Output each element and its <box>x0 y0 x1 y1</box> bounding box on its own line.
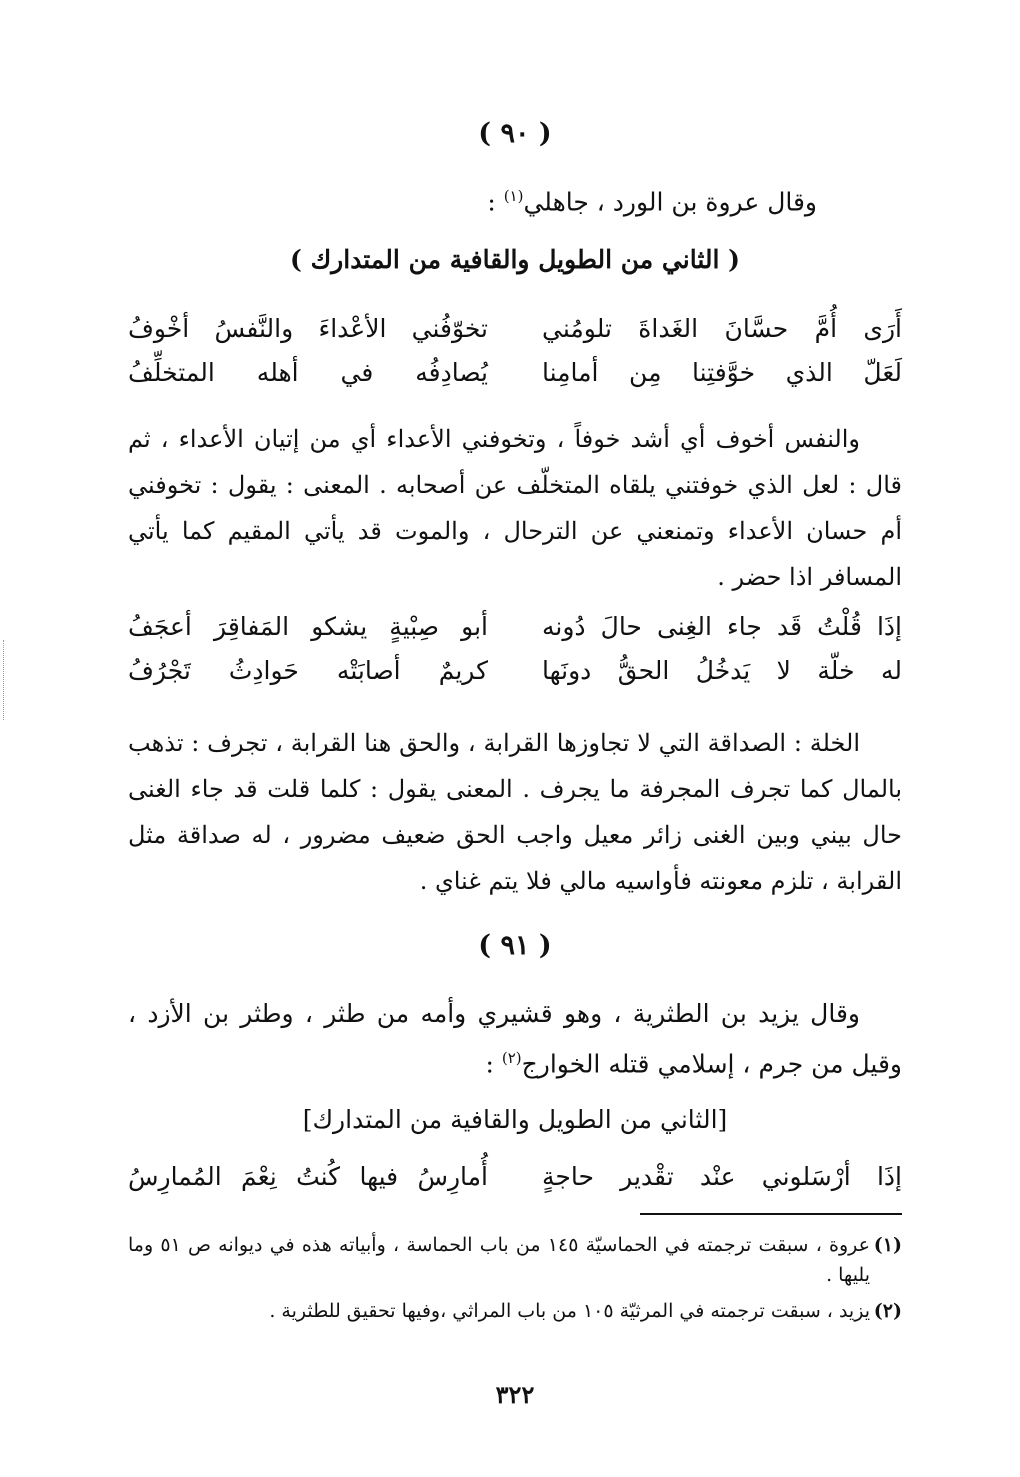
footnote-ref-2[interactable]: (٢) <box>501 1049 522 1067</box>
poem-90-commentary-1 <box>128 416 902 600</box>
verse-hemistich-second: أُمارِسُ فيها كُنتُ نِعْمَ المُمارِسُ <box>128 1162 488 1191</box>
book-page <box>128 0 902 1477</box>
footnote-2 <box>128 1296 902 1326</box>
poem-90-commentary-2 <box>128 720 902 904</box>
footnote-text: عروة ، سبقت ترجمته في الحماسيّة ١٤٥ من باب الحماسة ، وأبياته هذه في ديوانه ص ٥١ وما يليها . <box>128 1234 870 1286</box>
poem-91-intro <box>128 992 902 1086</box>
poem-number-90: ( ٩٠ ) <box>478 118 552 149</box>
verse-hemistich-first: له خلّة لا يَدخُلُ الحقُّ دونَها <box>542 656 902 685</box>
footnote-number: (٢) <box>873 1300 902 1322</box>
verse-line <box>128 656 902 696</box>
verse-line <box>128 358 902 398</box>
margin-mark <box>3 640 4 720</box>
poem-90-intro <box>128 176 902 222</box>
poem-number-91: ( ٩١ ) <box>478 930 552 961</box>
verse-hemistich-second: يُصادِفُه في أهله المتخلِّفُ <box>128 358 488 387</box>
verse-line <box>128 612 902 652</box>
poem-90-meter: ( الثاني من الطويل والقافية من المتدارك ) <box>290 245 740 274</box>
verse-hemistich-first: أَرَى أُمَّ حسَّانَ الغَداةَ تلومُني <box>542 314 902 343</box>
verse-hemistich-second: أبو صِبْيةٍ يشكو المَفاقِرَ أعجَفُ <box>128 612 488 641</box>
poem-91-intro-text: وقال يزيد بن الطثرية ، وهو قشيري وأمه من طثر ، وطثر بن الأزد ، وقيل من جرم ، إسلامي قتله الخوارج <box>128 999 902 1079</box>
footnote-divider <box>640 1213 902 1215</box>
footnotes <box>128 1230 902 1332</box>
poem-91-intro-colon: : <box>485 1049 502 1079</box>
verse-hemistich-second: كريمٌ أصابَتْه حَوادِثُ تَجْرُفُ <box>128 656 488 685</box>
page-number: ٣٢٢ <box>495 1380 535 1409</box>
commentary-paragraph: والنفس أخوف أي أشد خوفاً ، وتخوفني الأعداء أي من إتيان الأعداء ، ثم قال : لعل الذي خوفتني يلقاه المتخلّف عن أصحابه . المعنى : يقول : تخوفني أم حسان الأعداء وتمنعني عن الترحال ، والموت قد يأتي المقيم كما يأتي المسافر اذا حضر . <box>128 425 902 591</box>
commentary-paragraph: الخلة : الصداقة التي لا تجاوزها القرابة ، والحق هنا القرابة ، تجرف : تذهب بالمال كما تجرف المجرفة ما يجرف . المعنى يقول : كلما قلت قد جاء الغنى حال بيني وبين الغنى زائر معيل واجب الحق ضعيف مضرور ، له صداقة مثل القرابة ، تلزم معونته فأواسيه مالي فلا يتم غناي . <box>128 729 902 895</box>
verse-hemistich-first: لَعَلّ الذي خوَّفتِنا مِن أمامِنا <box>542 358 902 387</box>
footnote-number: (١) <box>873 1234 902 1256</box>
footnote-text: يزيد ، سبقت ترجمته في المرثيّة ١٠٥ من باب المراثي ،وفيها تحقيق للطثرية . <box>269 1300 870 1322</box>
verse-line <box>128 1162 902 1202</box>
poem-91-meter: [الثاني من الطويل والقافية من المتدارك] <box>302 1105 728 1134</box>
footnote-ref-1[interactable]: (١) <box>503 187 524 205</box>
verse-hemistich-second: تخوّفُني الأعْداءَ والنَّفسُ أخْوفُ <box>128 314 488 343</box>
verse-hemistich-first: إذَا قُلْتُ قَد جاء الغِنى حالَ دُونه <box>542 612 902 641</box>
poem-90-intro-text: وقال عروة بن الورد ، جاهلي <box>523 187 817 217</box>
footnote-1 <box>128 1230 902 1290</box>
verse-line <box>128 314 902 354</box>
verse-hemistich-first: إذَا أرْسَلوني عنْد تقْدير حاجةٍ <box>542 1162 902 1191</box>
poem-90-intro-colon: : <box>487 187 504 217</box>
